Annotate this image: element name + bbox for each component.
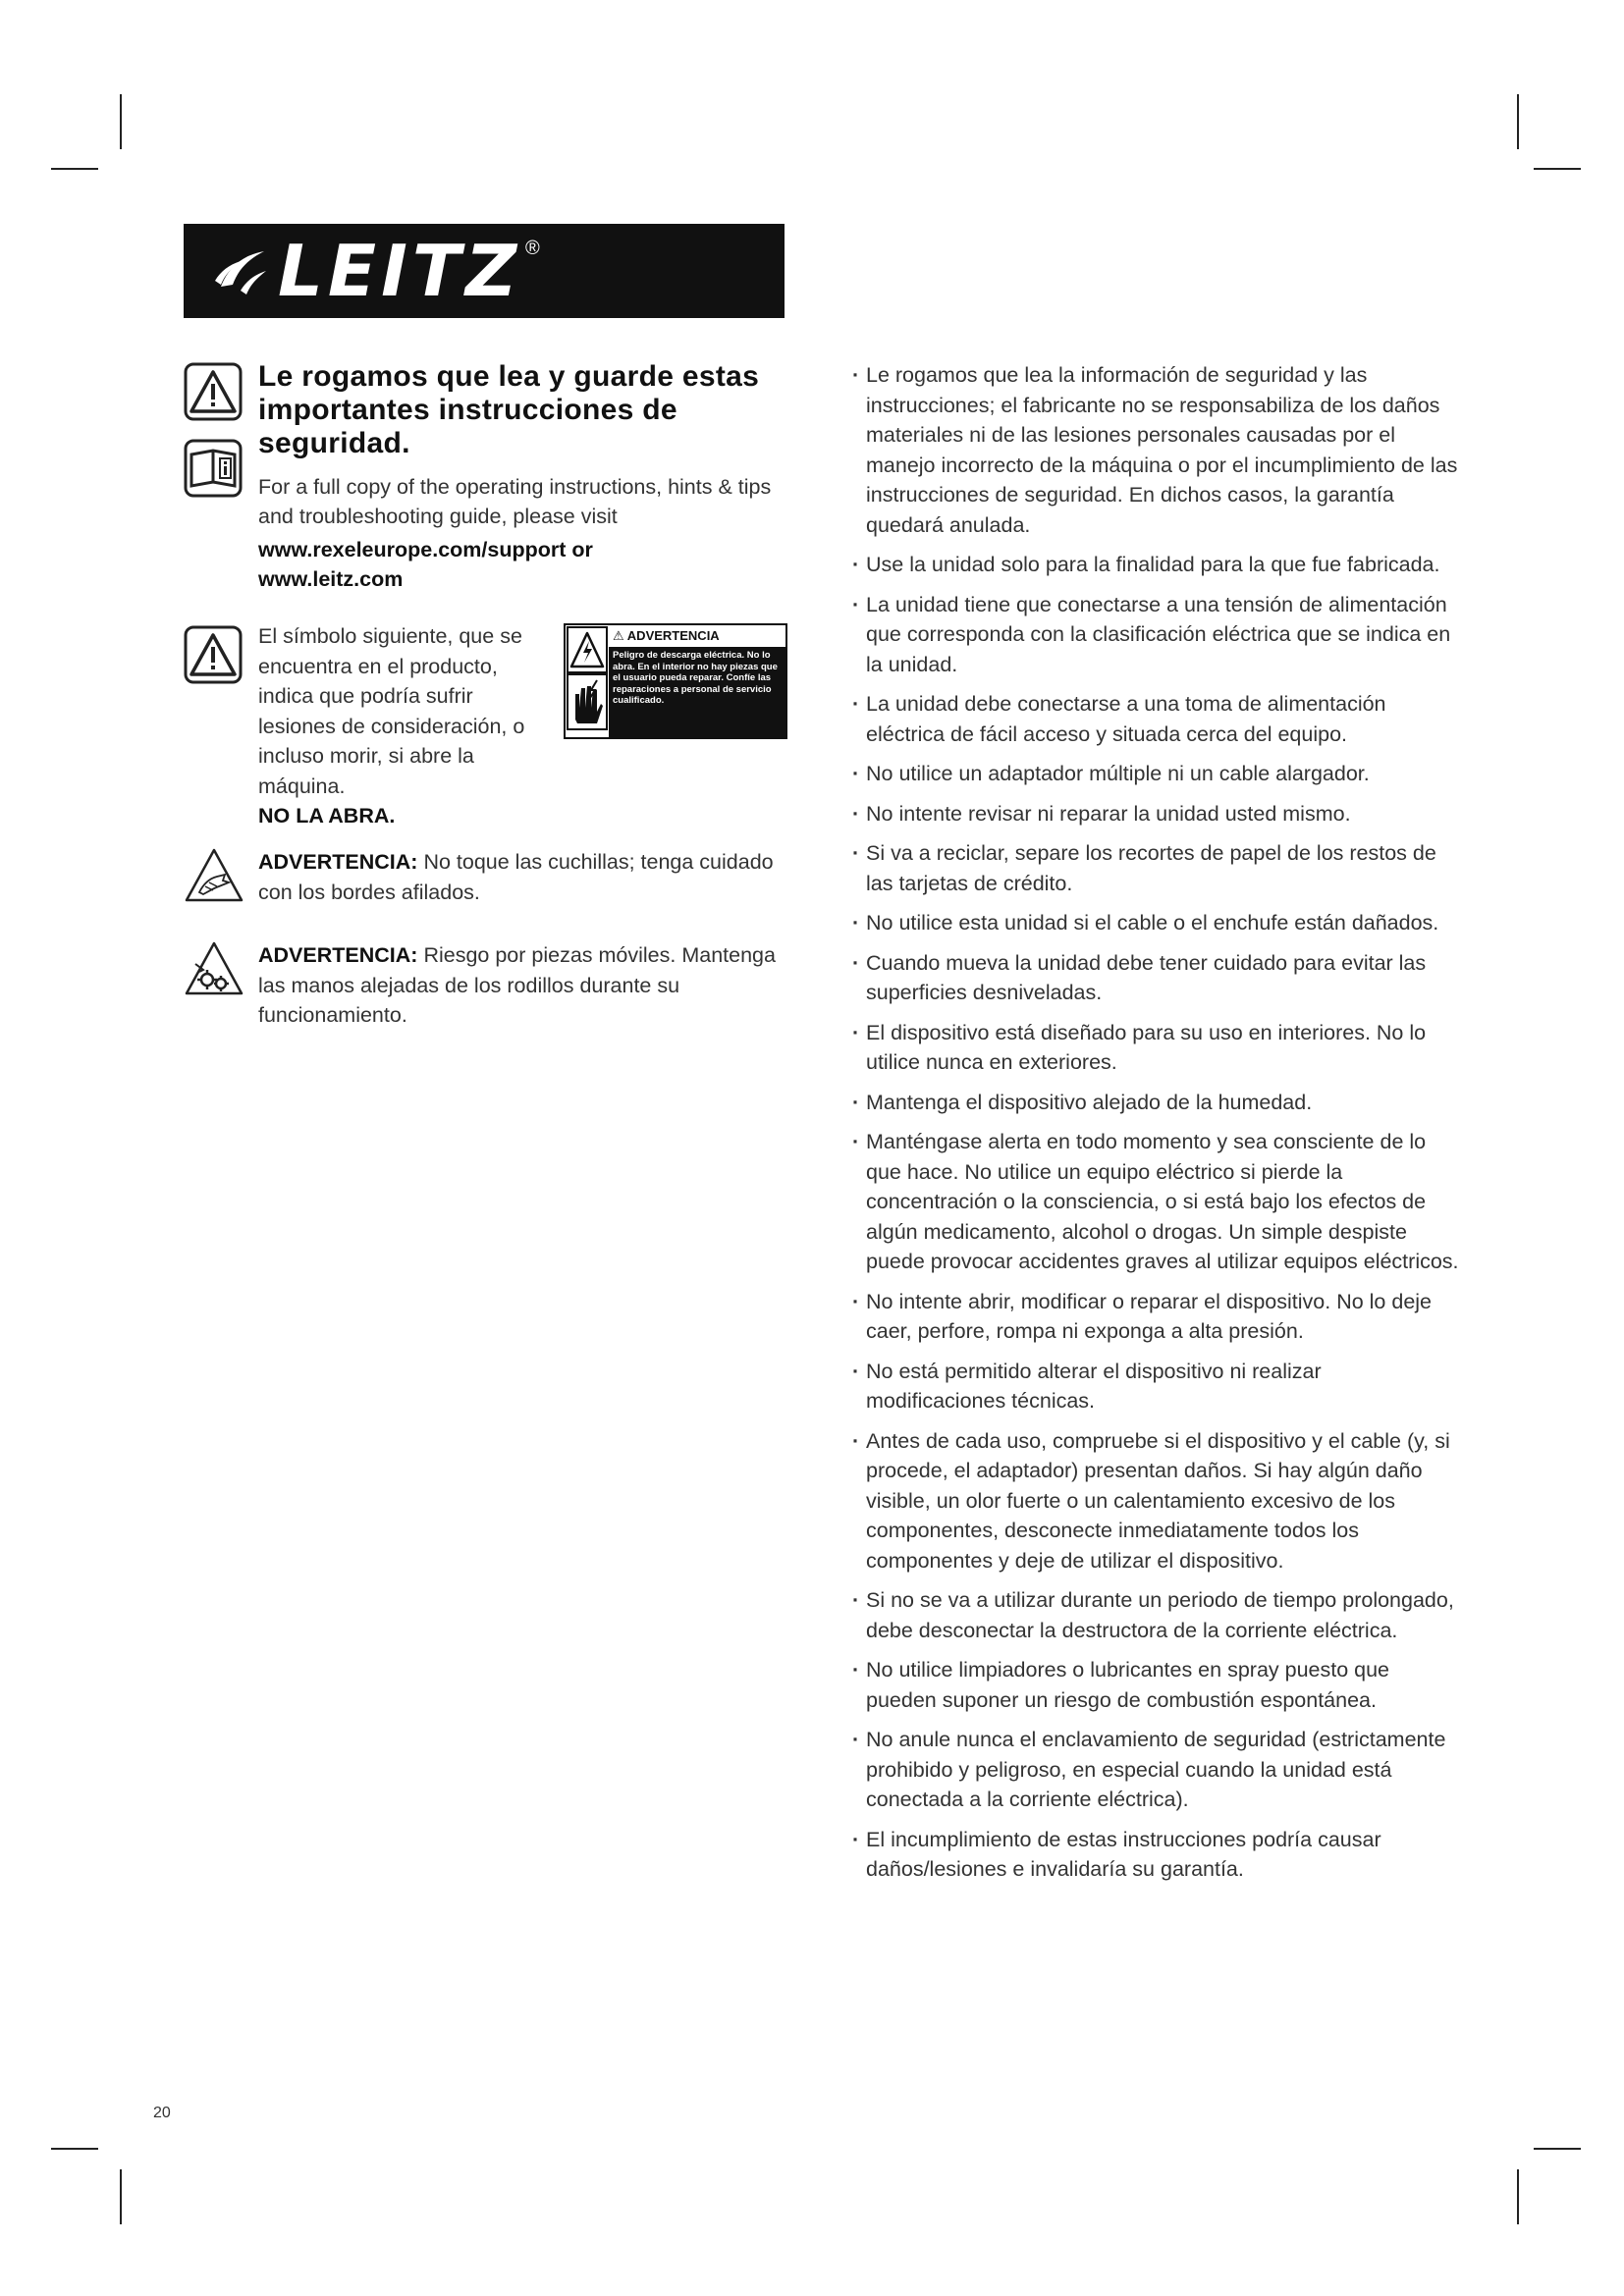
crop-mark xyxy=(51,168,98,170)
safety-item: · La unidad tiene que conectarse a una tensión de alimentación que corresponda con la clasificación eléctrica que se indica en la unidad. xyxy=(852,590,1461,680)
safety-item: · No intente revisar ni reparar la unidad usted mismo. xyxy=(852,799,1461,829)
safety-item: · El dispositivo está diseñado para su uso en interiores. No lo utilice nunca en exteriores. xyxy=(852,1018,1461,1078)
title-line: seguridad. xyxy=(258,427,410,459)
crop-mark xyxy=(51,2148,98,2150)
crop-mark xyxy=(120,94,122,149)
safety-item: · Si va a reciclar, separe los recortes de papel de los restos de las tarjetas de crédito. xyxy=(852,838,1461,898)
leitz-swoosh-icon xyxy=(211,241,270,300)
brand-name: LEITZ xyxy=(278,230,522,312)
crop-mark xyxy=(1534,168,1581,170)
crop-mark xyxy=(1517,2169,1519,2224)
safety-item: · No está permitido alterar el dispositivo ni realizar modificaciones técnicas. xyxy=(852,1357,1461,1416)
page-number: 20 xyxy=(153,2105,171,2121)
warning-label-title: ⚠ ADVERTENCIA xyxy=(613,628,720,643)
symbol-notice xyxy=(184,621,792,829)
crop-mark xyxy=(1534,2148,1581,2150)
moving-parts-warning xyxy=(184,940,792,1031)
warning-triangle-icon xyxy=(184,362,243,421)
safety-item: · Use la unidad solo para la finalidad para la que fue fabricada. xyxy=(852,550,1461,580)
warning-label-text: Peligro de descarga eléctrica. No lo abra. En el interior no hay piezas que el usuario pueda reparar. Confíe las reparaciones a personal de servicio cualificado. xyxy=(609,647,785,737)
safety-item: · La unidad debe conectarse a una toma de alimentación eléctrica de fácil acceso y situada cerca del equipo. xyxy=(852,689,1461,749)
safety-item: · No intente abrir, modificar o reparar el dispositivo. No lo deje caer, perfore, rompa ni exponga a alta presión. xyxy=(852,1287,1461,1347)
title-line: importantes instrucciones de xyxy=(258,394,677,426)
safety-item: · El incumplimiento de estas instrucciones podría causar daños/lesiones e invalidaría su garantía. xyxy=(852,1825,1461,1885)
title-line: Le rogamos que lea y guarde estas xyxy=(258,360,760,393)
support-url[interactable]: www.rexeleurope.com/support or xyxy=(258,538,593,561)
crop-mark xyxy=(1517,94,1519,149)
electric-shock-icon xyxy=(566,625,609,733)
crop-mark xyxy=(120,2169,122,2224)
do-not-open-text: NO LA ABRA. xyxy=(258,804,396,828)
safety-item: · Antes de cada uso, compruebe si el dispositivo y el cable (y, si procede, el adaptador) presentan daños. Si hay algún daño visible, un olor fuerte o un calentamiento excesivo de los componentes, desconecte inmediatamente todos los componentes y deje de utilizar el dispositivo. xyxy=(852,1426,1461,1576)
symbol-description xyxy=(258,621,553,831)
blade-warning xyxy=(184,847,792,907)
warning-text: No toque las cuchillas; tenga cuidado con los bordes afilados. xyxy=(258,850,774,904)
moving-parts-warning-icon xyxy=(184,940,244,997)
page-title xyxy=(258,360,792,460)
leitz-url[interactable]: www.leitz.com xyxy=(258,567,404,591)
safety-item: · No utilice un adaptador múltiple ni un cable alargador. xyxy=(852,759,1461,789)
safety-item: · Le rogamos que lea la información de seguridad y las instrucciones; el fabricante no se responsabiliza de los daños materiales ni de las lesiones personales causadas por el manejo incorrecto de la máquina o por el incumplimiento de las instrucciones de seguridad. En dichos casos, la garantía quedará anulada. xyxy=(852,360,1461,540)
safety-item: · Cuando mueva la unidad debe tener cuidado para evitar las superficies desniveladas. xyxy=(852,948,1461,1008)
leitz-logo-bar xyxy=(184,224,785,318)
warning-text: Riesgo por piezas móviles. Mantenga las manos alejadas de los rodillos durante su funcionamiento. xyxy=(258,943,776,1027)
registered-mark: ® xyxy=(525,238,540,259)
safety-item: · No anule nunca el enclavamiento de seguridad (estrictamente prohibido y peligroso, en especial cuando la unidad está conectada a la corriente eléctrica). xyxy=(852,1725,1461,1815)
symbol-text: El símbolo siguiente, que se encuentra en el producto, indica que podría sufrir lesiones de consideración, o incluso morir, si abre la máquina. xyxy=(258,624,525,798)
safety-item: · Si no se va a utilizar durante un periodo de tiempo prolongado, debe desconectar la destructora de la corriente eléctrica. xyxy=(852,1585,1461,1645)
warning-triangle-icon xyxy=(184,625,243,684)
intro-section xyxy=(184,360,792,594)
safety-item: · Manténgase alerta en todo momento y sea consciente de lo que hace. No utilice un equipo eléctrico si pierde la concentración o la consciencia, o si está bajo los efectos de algún medicamento, alcohol o drogas. Un simple despiste puede provocar accidentes graves al utilizar equipos eléctricos. xyxy=(852,1127,1461,1277)
safety-list xyxy=(852,360,1461,1895)
sharp-blades-warning-icon xyxy=(184,847,244,904)
safety-item: · No utilice limpiadores o lubricantes en spray puesto que pueden suponer un riesgo de combustión espontánea. xyxy=(852,1655,1461,1715)
safety-item: · No utilice esta unidad si el cable o el enchufe están dañados. xyxy=(852,908,1461,938)
safety-item: · Mantenga el dispositivo alejado de la humedad. xyxy=(852,1088,1461,1118)
warning-label: ADVERTENCIA: xyxy=(258,943,418,967)
left-column xyxy=(184,358,792,1031)
intro-text: For a full copy of the operating instructions, hints & tips and troubleshooting guide, please visit xyxy=(258,475,772,528)
product-warning-label xyxy=(564,623,787,739)
warning-label-title-text: ADVERTENCIA xyxy=(626,628,720,643)
read-manual-icon xyxy=(184,439,243,498)
warning-label: ADVERTENCIA: xyxy=(258,850,418,874)
